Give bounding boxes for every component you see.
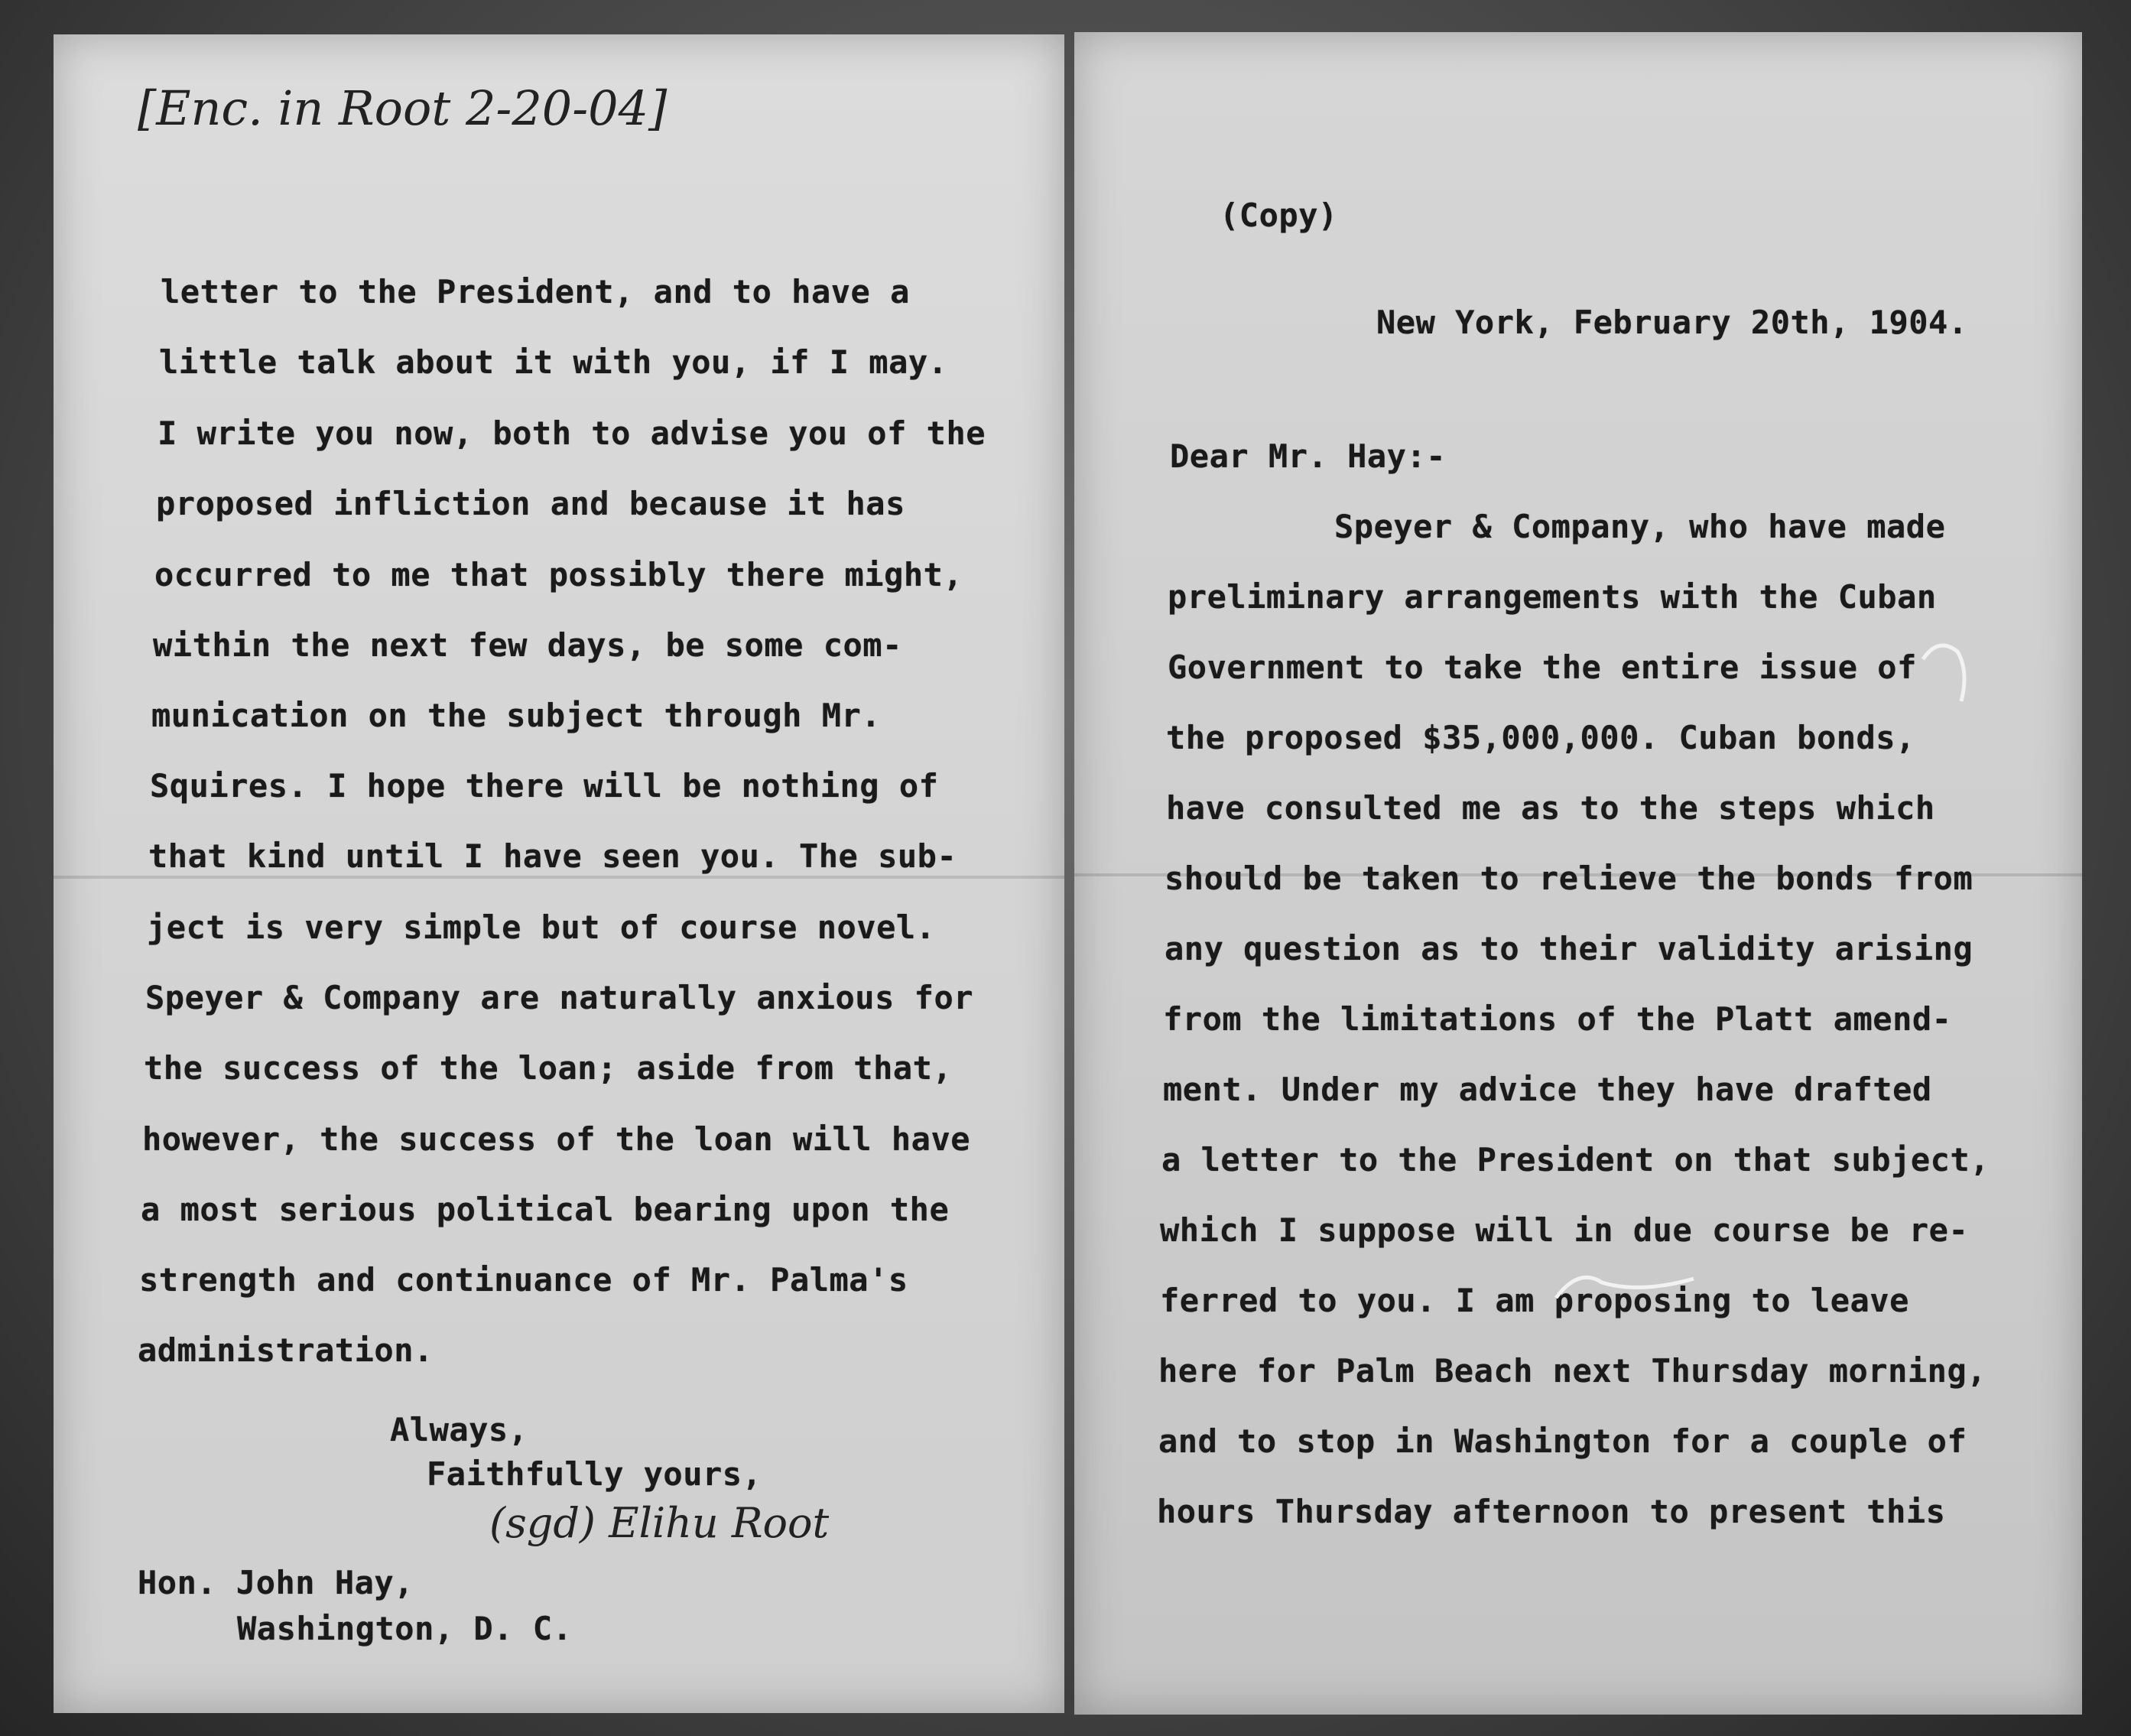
salutation: Dear Mr. Hay:- — [1170, 437, 1447, 475]
addressee-location: Washington, D. C. — [237, 1610, 573, 1647]
closing-faithfully: Faithfully yours, — [427, 1455, 762, 1493]
left-letter-page — [54, 34, 1064, 1713]
left-body-line: occurred to me that possibly there might, — [154, 556, 963, 593]
right-body-line: ferred to you. I am proposing to leave — [1160, 1282, 1909, 1319]
right-body-line: hours Thursday afternoon to present this — [1157, 1493, 1946, 1530]
right-body-line: here for Palm Beach next Thursday morning, — [1158, 1352, 1987, 1390]
left-body-line: within the next few days, be some com- — [153, 626, 902, 664]
right-body-line: should be taken to relieve the bonds from — [1165, 860, 1973, 897]
addressee-name: Hon. John Hay, — [138, 1564, 414, 1601]
left-body-line: little talk about it with you, if I may. — [159, 343, 948, 381]
right-body-line: Government to take the entire issue of — [1168, 649, 1917, 686]
left-body-line: the success of the loan; aside from that, — [144, 1049, 953, 1087]
left-body-line: a most serious political bearing upon the — [141, 1191, 950, 1228]
left-body-line: however, the success of the loan will have — [142, 1120, 971, 1158]
right-body-line: and to stop in Washington for a couple of — [1158, 1422, 1967, 1460]
left-body-line: Squires. I hope there will be nothing of — [150, 767, 939, 805]
left-body-line: I write you now, both to advise you of the — [158, 414, 986, 452]
left-body-line: strength and continuance of Mr. Palma's — [139, 1261, 908, 1299]
handwritten-signature: (sgd) Elihu Root — [489, 1499, 830, 1547]
right-body-line: any question as to their validity arising — [1165, 930, 1973, 967]
right-body-line: a letter to the President on that subject, — [1161, 1141, 1990, 1178]
dateline: New York, February 20th, 1904. — [1376, 304, 1968, 341]
left-body-line: ject is very simple but of course novel. — [147, 909, 936, 946]
right-body-line: Speyer & Company, who have made — [1334, 508, 1946, 545]
right-body-line: have consulted me as to the steps which — [1166, 789, 1935, 827]
left-body-line: munication on the subject through Mr. — [151, 697, 882, 734]
page-fold-crease — [54, 876, 1064, 879]
pencil-circle-mark — [1915, 636, 1977, 705]
right-body-line: preliminary arrangements with the Cuban — [1168, 578, 1937, 616]
left-body-line: proposed infliction and because it has — [156, 485, 905, 522]
left-body-line: administration. — [138, 1331, 434, 1369]
right-body-line: the proposed $35,000,000. Cuban bonds, — [1166, 719, 1915, 756]
copy-label: (Copy) — [1220, 197, 1338, 234]
closing-always: Always, — [390, 1411, 528, 1448]
right-letter-page — [1074, 32, 2082, 1715]
left-body-line: that kind until I have seen you. The sub- — [148, 837, 957, 875]
right-body-line: from the limitations of the Platt amend- — [1163, 1000, 1952, 1038]
handwritten-enclosure-note: [Enc. in Root 2-20-04] — [138, 80, 668, 136]
left-body-line: letter to the President, and to have a — [161, 273, 910, 310]
left-body-line: Speyer & Company are naturally anxious for — [145, 979, 974, 1016]
right-body-line: which I suppose will in due course be re- — [1160, 1211, 1969, 1249]
right-body-line: ment. Under my advice they have drafted — [1163, 1071, 1932, 1108]
